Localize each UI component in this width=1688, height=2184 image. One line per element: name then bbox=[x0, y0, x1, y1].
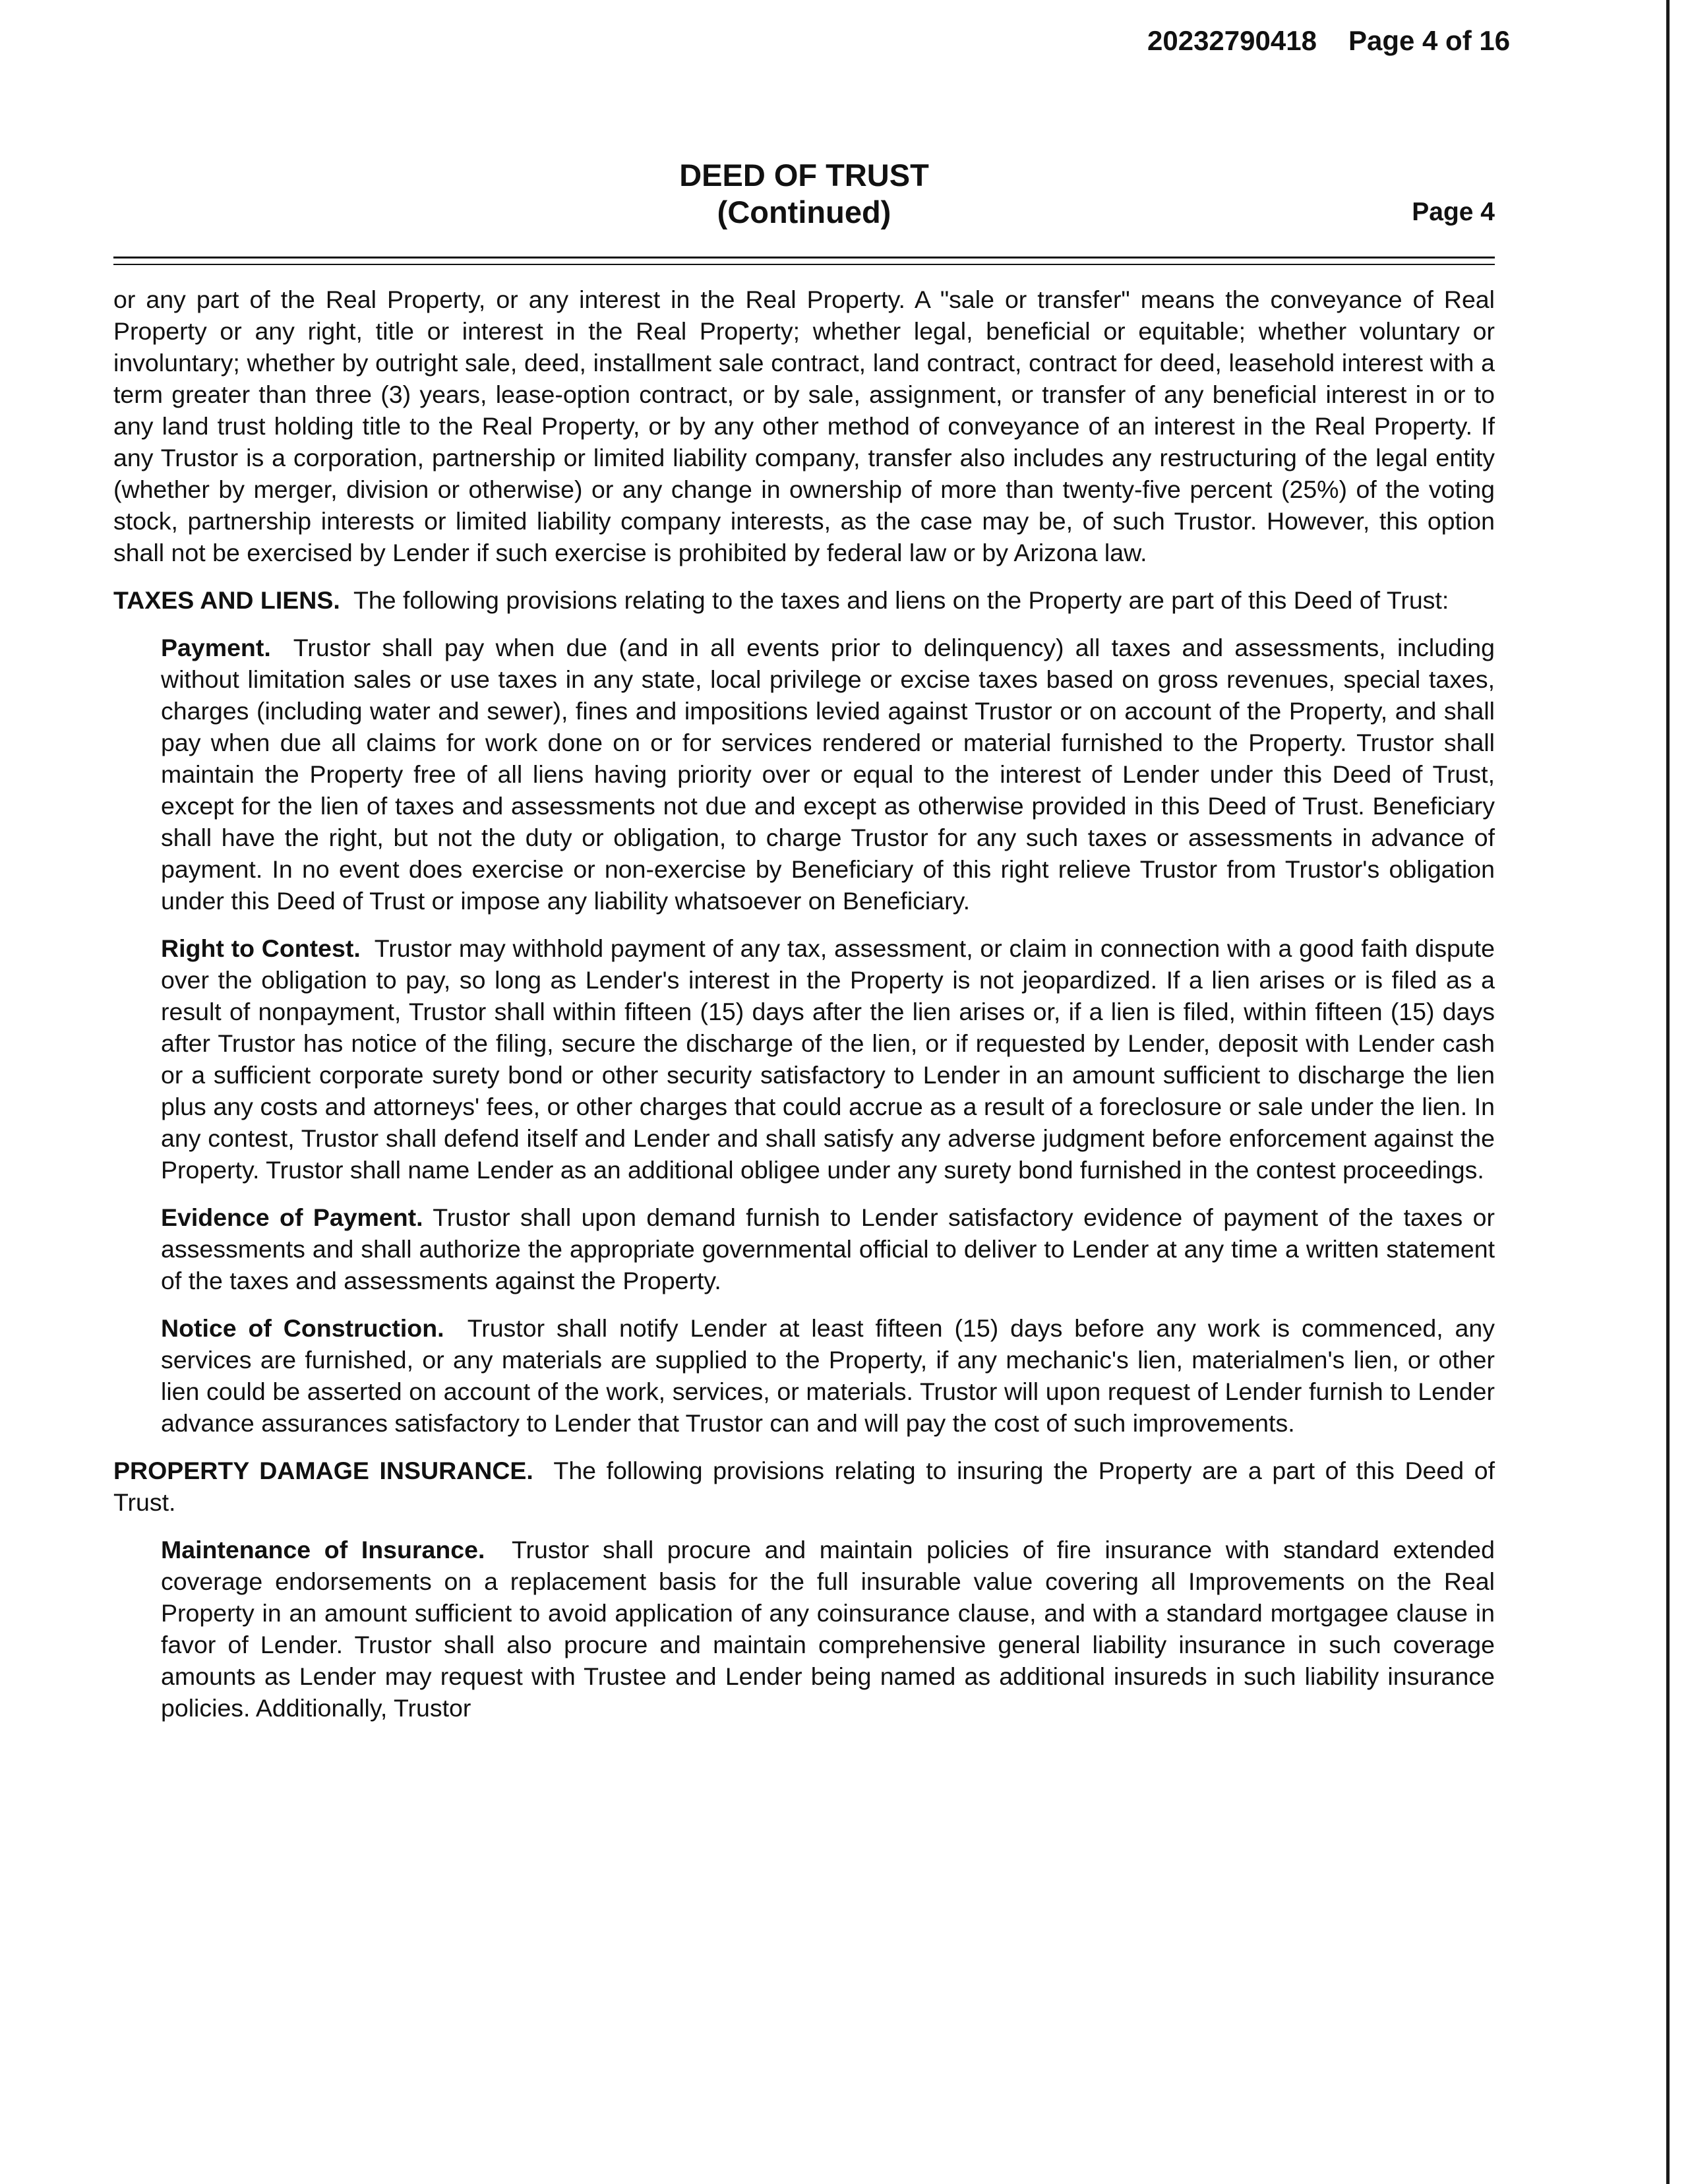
section-heading: PROPERTY DAMAGE INSURANCE. bbox=[113, 1457, 533, 1484]
subsection-text: Trustor may withhold payment of any tax, assessment, or claim in connection with a good faith dispute over the obligation to pay, so long as Lender's interest in the Property is not jeopardized. If a lien arises or is filed as a result of nonpayment, Trustor shall within fifteen (15) days after the lien arises or, if a lien is filed, within fifteen (15) days after Trustor has notice of the filing, secure the discharge of the lien, or if requested by Lender, deposit with Lender cash or a sufficient corporate surety bond or other security satisfactory to Lender in an amount sufficient to discharge the lien plus any costs and attorneys' fees, or other charges that could accrue as a result of a foreclosure or sale under the lien. In any contest, Trustor shall defend itself and Lender and shall satisfy any adverse judgment before enforcement against the Property. Trustor shall name Lender as an additional obligee under any surety bond furnished in the contest proceedings. bbox=[161, 934, 1495, 1184]
recording-header bbox=[1147, 25, 1543, 57]
subsection-text: Trustor shall procure and maintain policies of fire insurance with standard extended coverage endorsements on a replacement basis for the full insurable value covering all Improvements on the Real Property in an amount sufficient to avoid application of any coinsurance clause, and with a standard mortgagee clause in favor of Lender. Trustor shall also procure and maintain comprehensive general liability insurance in such coverage amounts as Lender may request with Trustee and Lender being named as additional insureds in such liability insurance policies. Additionally, Trustor bbox=[161, 1536, 1495, 1722]
section-text: The following provisions relating to the taxes and liens on the Property are part of this Deed of Trust: bbox=[353, 586, 1449, 614]
header-rule-top bbox=[113, 257, 1495, 258]
subsection-heading: Payment. bbox=[161, 634, 271, 661]
subsection-maintenance-of-insurance bbox=[161, 1534, 1495, 1724]
subsection-payment bbox=[161, 632, 1495, 917]
document-title-block bbox=[113, 157, 1495, 231]
subsection-heading: Notice of Construction. bbox=[161, 1314, 444, 1342]
subsection-evidence-of-payment bbox=[161, 1201, 1495, 1296]
header-rule-bottom bbox=[113, 264, 1495, 265]
subsection-heading: Evidence of Payment. bbox=[161, 1203, 423, 1231]
subsection-notice-of-construction bbox=[161, 1312, 1495, 1439]
document-body bbox=[113, 284, 1495, 1740]
section-property-damage-insurance bbox=[113, 1455, 1495, 1518]
section-heading: TAXES AND LIENS. bbox=[113, 586, 340, 614]
document-title: DEED OF TRUST bbox=[679, 158, 929, 193]
paragraph-sale-transfer: or any part of the Real Property, or any interest in the Real Property. A "sale or transfer" means the conveyance of Real Property or any right, title or interest in the Real Property; whether legal, beneficial or equitable; whether voluntary or involuntary; whether by outright sale, deed, installment sale contract, land contract, contract for deed, leasehold interest with a term greater than three (3) years, lease-option contract, or by sale, assignment, or transfer of any beneficial interest in or to any land trust holding title to the Real Property, or by any other method of conveyance of an interest in the Real Property. If any Trustor is a corporation, partnership or limited liability company, transfer also includes any restructuring of the legal entity (whether by merger, division or otherwise) or any change in ownership of more than twenty-five percent (25%) of the voting stock, partnership interests or limited liability company interests, as the case may be, of such Trustor. However, this option shall not be exercised by Lender if such exercise is prohibited by federal law or by Arizona law. bbox=[113, 286, 1495, 566]
section-text: The following provisions relating to insuring the Property are a part of this Deed of Trust. bbox=[113, 1457, 1495, 1516]
subsection-right-to-contest bbox=[161, 932, 1495, 1186]
subsection-text: Trustor shall pay when due (and in all events prior to delinquency) all taxes and assessments, including without limitation sales or use taxes in any state, local privilege or excise taxes based on gross revenues, special taxes, charges (including water and sewer), fines and impositions levied against Trustor or on account of the Property, and shall pay when due all claims for work done on or for services rendered or material furnished to the Property. Trustor shall maintain the Property free of all liens having priority over or equal to the interest of Lender under this Deed of Trust, except for the lien of taxes and assessments not due and except as otherwise provided in this Deed of Trust. Beneficiary shall have the right, but not the duty or obligation, to charge Trustor for any such taxes or assessments in advance of payment. In no event does exercise or non-exercise by Beneficiary of this right relieve Trustor from Trustor's obligation under this Deed of Trust or impose any liability whatsoever on Beneficiary. bbox=[161, 634, 1495, 915]
page-of-count: Page 4 of 16 bbox=[1348, 25, 1511, 56]
subsection-text: Trustor shall notify Lender at least fifteen (15) days before any work is commenced, any services are furnished, or any materials are supplied to the Property, if any mechanic's lien, materialmen's lien, or other lien could be asserted on account of the work, services, or materials. Trustor will upon request of Lender furnish to Lender advance assurances satisfactory to Lender that Trustor can and will pay the cost of such improvements. bbox=[161, 1314, 1495, 1437]
recording-number: 20232790418 bbox=[1147, 25, 1317, 56]
document-subtitle: (Continued) bbox=[717, 195, 891, 229]
scan-edge bbox=[1666, 0, 1670, 2184]
subsection-heading: Right to Contest. bbox=[161, 934, 361, 962]
subsection-heading: Maintenance of Insurance. bbox=[161, 1536, 485, 1563]
page-label: Page 4 bbox=[1412, 198, 1495, 226]
section-taxes-and-liens bbox=[113, 584, 1495, 616]
subsection-text: Trustor shall upon demand furnish to Lender satisfactory evidence of payment of the taxes or assessments and shall authorize the appropriate governmental official to deliver to Lender at any time a written statement of the taxes and assessments against the Property. bbox=[161, 1203, 1495, 1294]
